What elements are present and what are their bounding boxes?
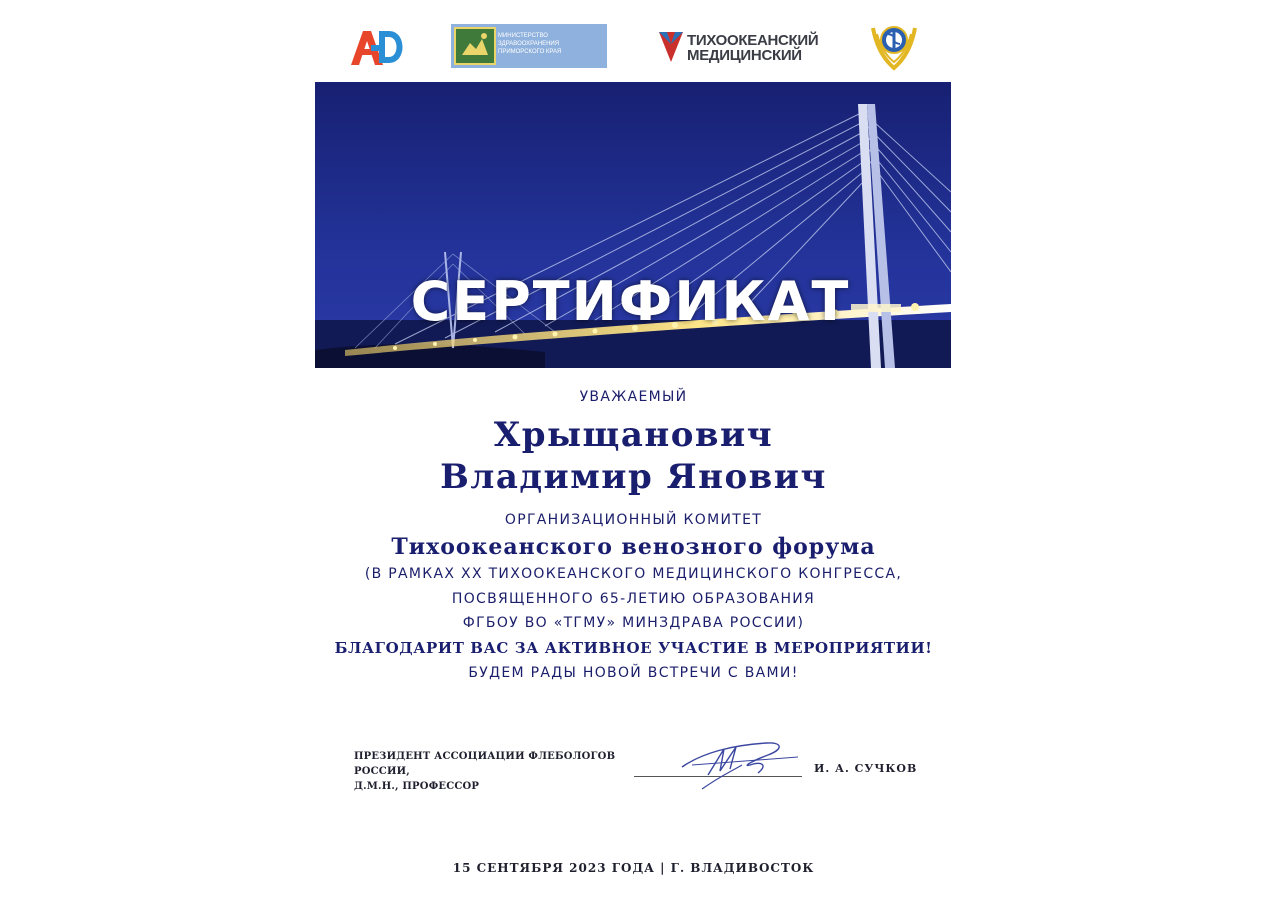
afr-logo — [349, 27, 409, 67]
tgmu-logo-line1: ТИХООКЕАНСКИЙ — [687, 32, 819, 49]
tgmu-emblem-icon — [657, 30, 685, 64]
signer-name: И. А. СУЧКОВ — [814, 762, 918, 775]
tgmu-logo-line2: МЕДИЦИНСКИЙ — [687, 47, 802, 64]
signer-title-line1: ПРЕЗИДЕНТ АССОЦИАЦИИ ФЛЕБОЛОГОВ РОССИИ, — [354, 751, 616, 777]
certificate-banner — [315, 82, 951, 368]
ministry-logo-text: МИНИСТЕРСТВО ЗДРАВООХРАНЕНИЯ ПРИМОРСКОГО КРАЯ — [498, 33, 562, 55]
signer-title — [354, 749, 654, 794]
primorye-crest-icon — [454, 27, 496, 65]
forum-name: Тихоокеанского венозного форума — [391, 534, 876, 560]
detail-line-2: ПОСВЯЩЕННОГО 65-ЛЕТИЮ ОБРАЗОВАНИЯ — [451, 591, 816, 607]
detail-line-3: ФГБОУ ВО «ТГМУ» МИНЗДРАВА РОССИИ) — [462, 615, 805, 631]
ministry-logo — [451, 24, 607, 68]
thanks-line: БЛАГОДАРИТ ВАС ЗА АКТИВНОЕ УЧАСТИЕ В МЕРОПРИЯТИИ! — [334, 639, 933, 657]
certificate-title: СЕРТИФИКАТ — [410, 270, 851, 333]
recipient-given-names: Владимир Янович — [440, 457, 827, 497]
committee-label: ОРГАНИЗАЦИОННЫЙ КОМИТЕТ — [504, 512, 763, 528]
signer-title-line2: Д.М.Н., ПРОФЕССОР — [354, 781, 480, 792]
phlebology-association-emblem-icon — [867, 20, 921, 72]
handwritten-signature — [672, 735, 802, 797]
detail-line-1: (В РАМКАХ XX ТИХООКЕАНСКОГО МЕДИЦИНСКОГО КОНГРЕССА, — [364, 566, 903, 582]
farewell-line: БУДЕМ РАДЫ НОВОЙ ВСТРЕЧИ С ВАМИ! — [468, 665, 799, 681]
date-and-place: 15 СЕНТЯБРЯ 2023 ГОДА | Г. ВЛАДИВОСТОК — [452, 861, 815, 875]
tgmu-logo — [657, 30, 817, 66]
recipient-surname: Хрыщанович — [493, 415, 774, 455]
greeting: УВАЖАЕМЫЙ — [579, 389, 688, 405]
